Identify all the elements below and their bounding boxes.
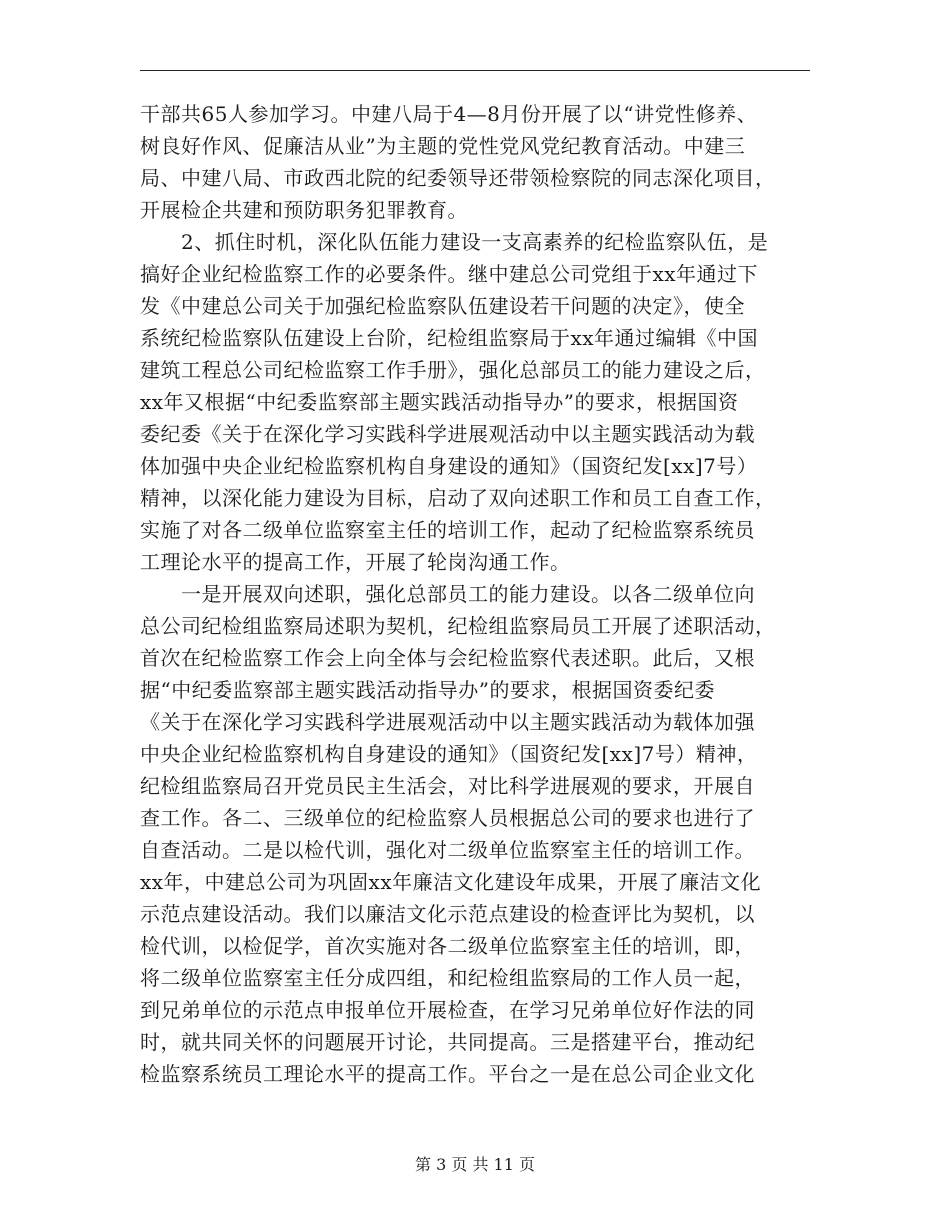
text-line: 一是开展双向述职，强化总部员工的能力建设。以各二级单位向 <box>140 582 755 606</box>
text-line: 检监察系统员工理论水平的提高工作。平台之一是在总公司企业文化 <box>140 1062 755 1086</box>
text-line: 检代训，以检促学，首次实施对各二级单位监察室主任的培训，即， <box>140 934 755 958</box>
page-footer: 第 3 页 共 11 页 <box>415 1155 535 1174</box>
text-line: 自查活动。二是以检代训，强化对二级单位监察室主任的培训工作。 <box>140 838 755 862</box>
text-line: 发《中建总公司关于加强纪检监察队伍建设若干问题的决定》，使全 <box>140 294 745 318</box>
text-line: 将二级单位监察室主任分成四组，和纪检组监察局的工作人员一起， <box>140 966 755 990</box>
text-line: 《关于在深化学习实践科学进展观活动中以主题实践活动为载体加强 <box>140 710 755 734</box>
text-line: 到兄弟单位的示范点申报单位开展检查，在学习兄弟单位好作法的同 <box>140 998 755 1022</box>
text-line: 中央企业纪检监察机构自身建设的通知》（国资纪发[xx]7号）精神， <box>140 742 758 766</box>
text-line: 纪检组监察局召开党员民主生活会，对比科学进展观的要求，开展自 <box>140 774 755 798</box>
text-line: 工理论水平的提高工作，开展了轮岗沟通工作。 <box>140 550 571 574</box>
text-line: 总公司纪检组监察局述职为契机，纪检组监察局员工开展了述职活动， <box>140 614 776 638</box>
text-line: 据“中纪委监察部主题实践活动指导办”的要求，根据国资委纪委 <box>140 678 715 702</box>
text-line: xx年又根据“中纪委监察部主题实践活动指导办”的要求，根据国资 <box>140 390 739 414</box>
text-line: 搞好企业纪检监察工作的必要条件。继中建总公司党组于xx年通过下 <box>140 262 759 286</box>
text-line: 体加强中央企业纪检监察机构自身建设的通知》（国资纪发[xx]7号） <box>140 454 758 478</box>
text-line: 实施了对各二级单位监察室主任的培训工作，起动了纪检监察系统员 <box>140 518 755 542</box>
text-line: 查工作。各二、三级单位的纪检监察人员根据总公司的要求也进行了 <box>140 806 755 830</box>
text-line: 精神，以深化能力建设为目标，启动了双向述职工作和员工自查工作， <box>140 486 776 510</box>
header-rule <box>140 70 810 71</box>
text-line: 开展检企共建和预防职务犯罪教育。 <box>140 198 468 222</box>
text-line: 干部共65人参加学习。中建八局于4—8月份开展了以“讲党性修养、 <box>140 102 758 126</box>
text-line: 树良好作风、促廉洁从业”为主题的党性党风党纪教育活动。中建三 <box>140 134 746 158</box>
text-line: 2、抓住时机，深化队伍能力建设一支高素养的纪检监察队伍，是 <box>140 230 769 254</box>
text-line: 局、中建八局、市政西北院的纪委领导还带领检察院的同志深化项目， <box>140 166 776 190</box>
text-line: 系统纪检监察队伍建设上台阶，纪检组监察局于xx年通过编辑《中国 <box>140 326 759 350</box>
text-line: 委纪委《关于在深化学习实践科学进展观活动中以主题实践活动为载 <box>140 422 755 446</box>
text-line: 首次在纪检监察工作会上向全体与会纪检监察代表述职。此后，又根 <box>140 646 755 670</box>
text-line: 时，就共同关怀的问题展开讨论，共同提高。三是搭建平台，推动纪 <box>140 1030 755 1054</box>
text-line: 示范点建设活动。我们以廉洁文化示范点建设的检查评比为契机，以 <box>140 902 755 926</box>
text-line: 建筑工程总公司纪检监察工作手册》，强化总部员工的能力建设之后， <box>140 358 766 382</box>
text-line: xx年，中建总公司为巩固xx年廉洁文化建设年成果，开展了廉洁文化 <box>140 870 762 894</box>
